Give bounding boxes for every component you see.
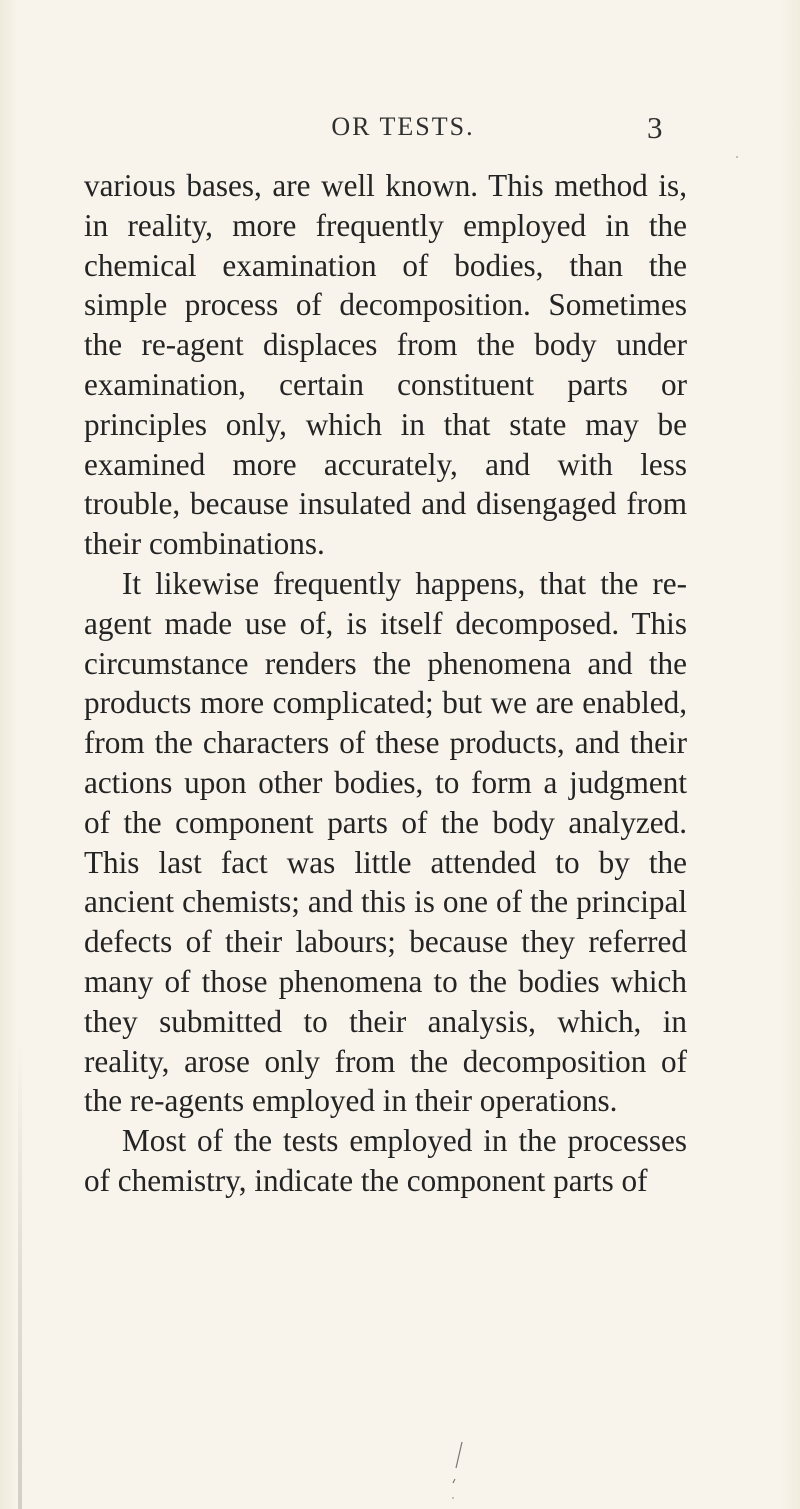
running-head bbox=[0, 110, 800, 145]
paper-speck bbox=[736, 156, 738, 158]
paper-speck bbox=[452, 1497, 454, 1499]
running-title: OR TESTS. bbox=[331, 112, 475, 141]
page-number: 3 bbox=[647, 110, 663, 145]
body-text bbox=[84, 166, 687, 1316]
paragraph-1: various bases, are well known. This method is, in reality, more frequently employed in the chemical examination of bodies, than the simple process of decomposition. Sometimes the re-agent displaces from the body under examination, certain constituent parts or principles only, which in that state may be examined more accurately, and with less trouble, because insulated and disengaged from their combinations. bbox=[84, 168, 687, 562]
pencil-mark bbox=[451, 1440, 466, 1485]
paragraph-2: It likewise frequently happens, that the re-agent made use of, is itself decomposed. This circumstance renders the phenomena and the products more complicated; but we are enabled, from the characters of these products, and their actions upon other bodies, to form a judgment of the component parts of the body analyzed. This last fact was little attended to by the ancient chemists; and this is one of the principal defects of their labours; because they referred many of those phenomena to the bodies which they submitted to their analysis, which, in reality, arose only from the decomposition of the re-agents employed in their operations. bbox=[84, 565, 687, 1119]
page-edge-shadow bbox=[18, 1040, 22, 1509]
paragraph-3: Most of the tests employed in the processes of chemistry, indicate the component parts of bbox=[84, 1123, 687, 1198]
